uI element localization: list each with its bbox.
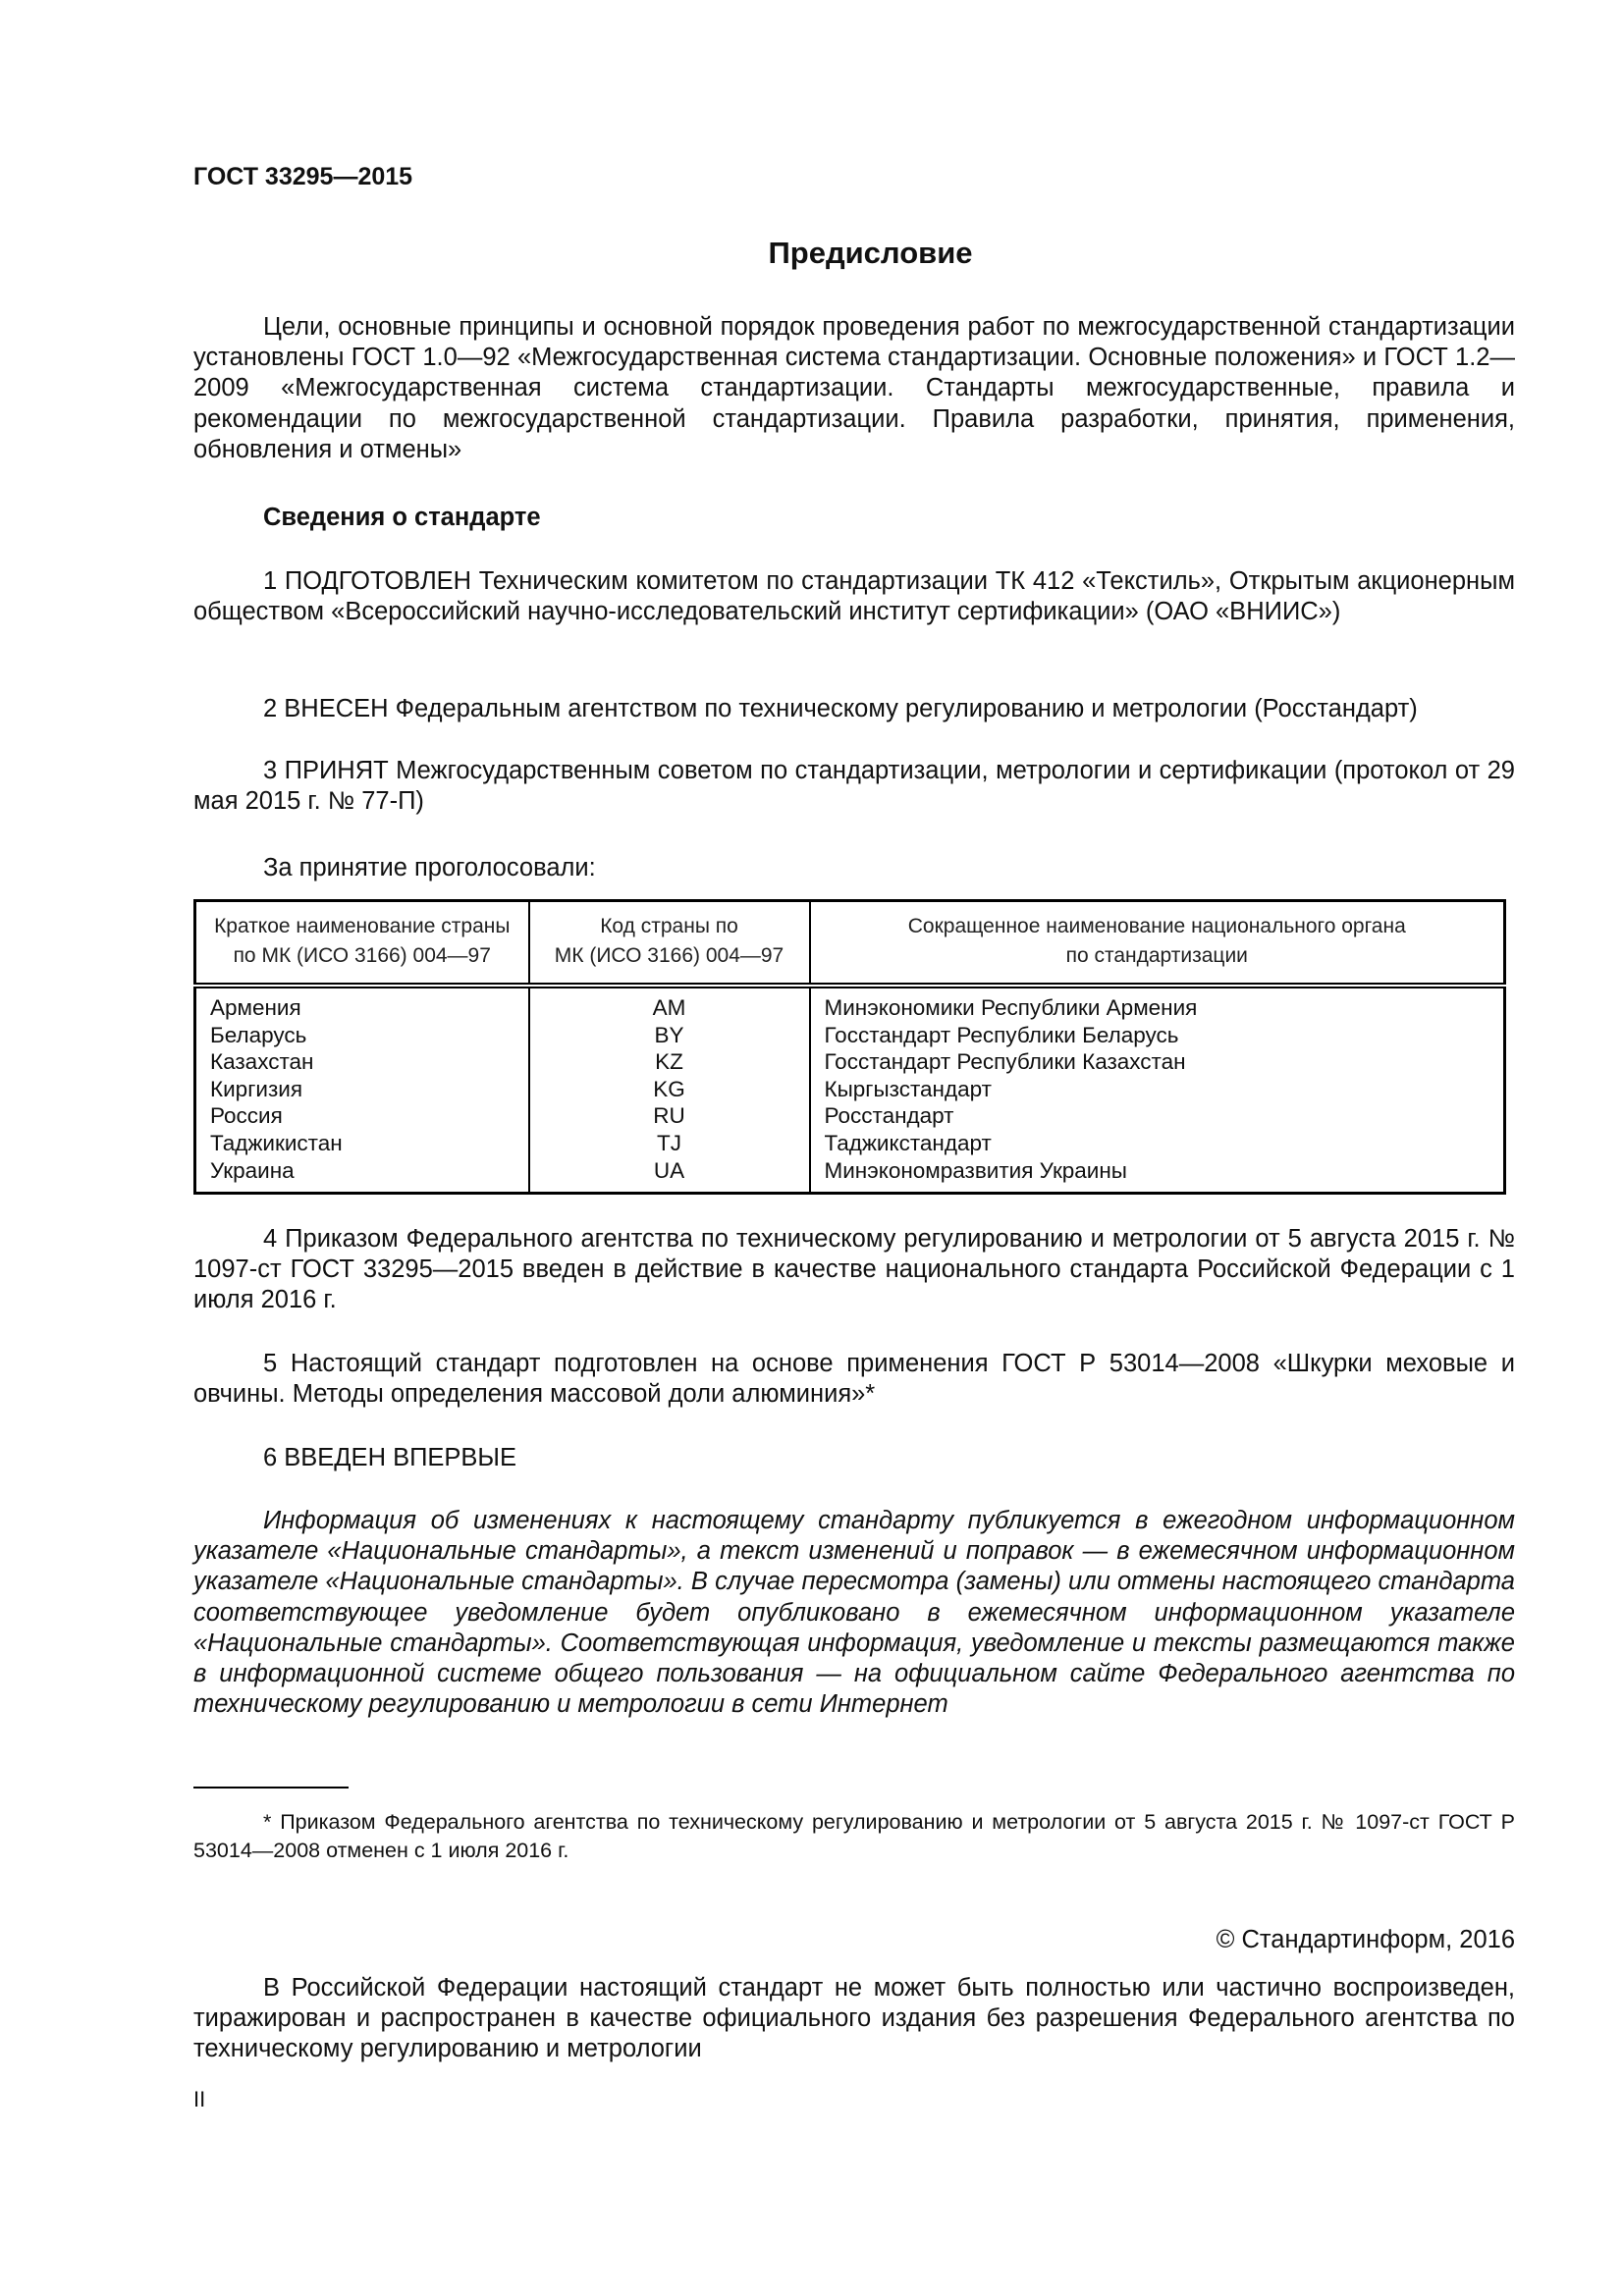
item-5: 5 Настоящий стандарт подготовлен на основе применения ГОСТ Р 53014—2008 «Шкурки меховые и овчины. Методы определения массовой доли алюминия»* bbox=[193, 1350, 1515, 1409]
table-header-row bbox=[195, 901, 1505, 987]
footnote-rule bbox=[193, 1787, 349, 1789]
item-4: 4 Приказом Федерального агентства по техническому регулированию и метрологии от 5 августа 2015 г. № 1097-ст ГОСТ 33295—2015 введен в действие в качестве национального стандарта Российской Федерации с 1 июля 2016 г. bbox=[193, 1225, 1515, 1314]
footnote: * Приказом Федерального агентства по техническому регулированию и метрологии от 5 августа 2015 г. № 1097-ст ГОСТ Р 53014—2008 отменен с 1 июля 2016 г. bbox=[193, 1810, 1515, 1862]
section-heading: Сведения о стандарте bbox=[263, 504, 541, 531]
body-cell: Минэкономики Республики Армения bbox=[810, 986, 1505, 1022]
body-cell: Таджикстандарт bbox=[810, 1130, 1505, 1157]
footnote-block bbox=[193, 1808, 1515, 1865]
country-cell: Армения bbox=[210, 995, 301, 1020]
code-cell: RU bbox=[529, 1102, 810, 1130]
copyright-notice: © Стандартинформ, 2016 bbox=[1216, 1926, 1515, 1953]
body-cell: Госстандарт Республики Беларусь bbox=[810, 1022, 1505, 1049]
page-title: Предисловие bbox=[768, 236, 973, 270]
column-header-country: Краткое наименование страны по МК (ИСО 3166) 004—97 bbox=[195, 901, 529, 987]
table-row bbox=[195, 1130, 1505, 1157]
item-3: 3 ПРИНЯТ Межгосударственным советом по стандартизации, метрологии и сертификации (протокол от 29 мая 2015 г. № 77-П) bbox=[193, 757, 1515, 816]
country-cell: Россия bbox=[210, 1103, 283, 1129]
votes-table bbox=[193, 899, 1506, 1195]
code-cell: KG bbox=[529, 1076, 810, 1103]
code-cell: TJ bbox=[529, 1130, 810, 1157]
body-cell: Госстандарт Республики Казахстан bbox=[810, 1048, 1505, 1076]
item-5-block bbox=[193, 1349, 1515, 1410]
item-1-block bbox=[193, 566, 1515, 627]
table-row bbox=[195, 1022, 1505, 1049]
code-cell: BY bbox=[529, 1022, 810, 1049]
column-header-body: Сокращенное наименование национального органа по стандартизации bbox=[810, 901, 1505, 987]
item-2: 2 ВНЕСЕН Федеральным агентством по техническому регулированию и метрологии (Росстандарт) bbox=[263, 695, 1418, 722]
item-6-block bbox=[193, 1443, 1515, 1473]
item-6: 6 ВВЕДЕН ВПЕРВЫЕ bbox=[263, 1444, 517, 1471]
table-row bbox=[195, 1102, 1505, 1130]
table-row bbox=[195, 986, 1505, 1022]
item-3-block bbox=[193, 756, 1515, 817]
vote-intro: За принятие проголосовали: bbox=[263, 854, 596, 881]
column-header-code: Код страны по МК (ИСО 3166) 004—97 bbox=[529, 901, 810, 987]
code-cell: UA bbox=[529, 1157, 810, 1194]
item-4-block bbox=[193, 1224, 1515, 1316]
page-number: II bbox=[193, 2087, 206, 2111]
body-cell: Минэкономразвития Украины bbox=[810, 1157, 1505, 1194]
vote-intro-block bbox=[193, 853, 1515, 883]
country-cell: Украина bbox=[210, 1157, 295, 1183]
info-block bbox=[193, 1506, 1515, 1720]
item-1: 1 ПОДГОТОВЛЕН Техническим комитетом по стандартизации ТК 412 «Текстиль», Открытым акционерным обществом «Всероссийский научно-исследовательский институт сертификации» (ОАО «ВНИИС») bbox=[193, 567, 1515, 626]
document-id-header: ГОСТ 33295—2015 bbox=[193, 163, 413, 190]
intro-paragraph: Цели, основные принципы и основной порядок проведения работ по межгосударственной стандартизации установлены ГОСТ 1.0—92 «Межгосударственная система стандартизации. Основные положения» и ГОСТ 1.2—2009 «Межгосударственная система стандартизации. Стандарты межгосударственные, правила и рекомендации по межгосударственной стандартизации. Правила разработки, принятия, применения, обновления и отмены» bbox=[193, 313, 1515, 463]
section-heading-block bbox=[193, 503, 1515, 533]
table-row bbox=[195, 1076, 1505, 1103]
country-cell: Беларусь bbox=[210, 1022, 307, 1047]
body-cell: Росстандарт bbox=[810, 1102, 1505, 1130]
country-cell: Таджикистан bbox=[210, 1130, 343, 1155]
legal-notice: В Российской Федерации настоящий стандарт не может быть полностью или частично воспроизведен, тиражирован и распространен в качестве официального издания без разрешения Федерального агентства по техническому регулированию и метрологии bbox=[193, 1974, 1515, 2063]
item-2-block bbox=[193, 694, 1515, 724]
code-cell: AM bbox=[529, 986, 810, 1022]
intro-section bbox=[193, 312, 1515, 465]
code-cell: KZ bbox=[529, 1048, 810, 1076]
country-cell: Киргизия bbox=[210, 1076, 303, 1101]
legal-notice-block bbox=[193, 1973, 1515, 2065]
table-row bbox=[195, 1048, 1505, 1076]
info-paragraph: Информация об изменениях к настоящему стандарту публикуется в ежегодном информационном указателе «Национальные стандарты», а текст изменений и поправок — в ежемесячном информационном указателе «Национальные стандарты». В случае пересмотра (замены) или отмены настоящего стандарта соответствующее уведомление будет опубликовано в ежемесячном информационном указателе «Национальные стандарты». Соответствующая информация, уведомление и тексты размещаются также в информационной системе общего пользования — на официальном сайте Федерального агентства по техническому регулированию и метрологии в сети Интернет bbox=[193, 1507, 1515, 1719]
body-cell: Кыргызстандарт bbox=[810, 1076, 1505, 1103]
table-row bbox=[195, 1157, 1505, 1194]
country-cell: Казахстан bbox=[210, 1049, 314, 1075]
